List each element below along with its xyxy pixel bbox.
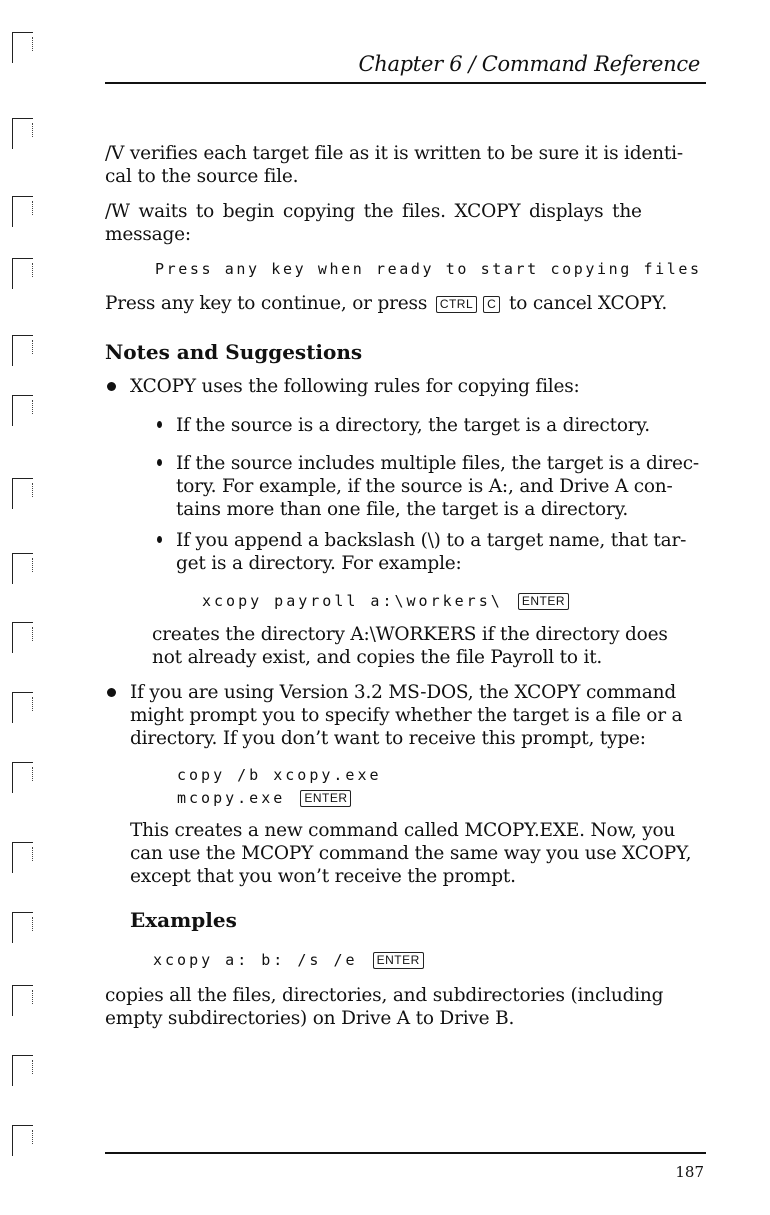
example-desc-line2: empty subdirectories) on Drive A to Drive B. <box>105 1008 515 1029</box>
footer-rule <box>105 1152 706 1154</box>
bullet <box>157 421 162 428</box>
rule-1: If the source is a directory, the target is a directory. <box>176 415 650 436</box>
binder-mark <box>12 842 33 873</box>
mcopy-desc-line1: This creates a new command called MCOPY.EXE. Now, you <box>130 820 676 841</box>
binder-mark <box>12 622 33 653</box>
rule-3-line2: get is a directory. For example: <box>176 553 462 574</box>
continue-text-after: to cancel XCOPY. <box>509 293 668 314</box>
command-text: mcopy.exe <box>177 789 286 807</box>
mcopy-desc-line3: except that you won’t receive the prompt. <box>130 866 516 887</box>
page-number: 187 <box>675 1163 704 1181</box>
binder-mark <box>12 118 33 149</box>
option-w-line2: message: <box>105 224 191 245</box>
command-text: xcopy payroll a:\workers\ <box>202 592 503 610</box>
example-command <box>153 951 427 969</box>
notes-bullet-2-line1: If you are using Version 3.2 MS-DOS, the XCOPY command <box>130 682 676 703</box>
notes-bullet-2-line3: directory. If you don’t want to receive this prompt, type: <box>130 728 646 749</box>
continue-line <box>105 292 667 315</box>
example-desc-line1: copies all the files, directories, and subdirectories (including <box>105 985 664 1006</box>
enter-key: ENTER <box>518 593 569 610</box>
binder-mark <box>12 692 33 723</box>
rule-3-after-line2: not already exist, and copies the file Payroll to it. <box>152 647 603 668</box>
examples-heading: Examples <box>130 908 237 932</box>
enter-key: ENTER <box>300 790 351 807</box>
binder-mark <box>12 912 33 943</box>
example-command-workers <box>202 592 572 610</box>
mcopy-desc-line2: can use the MCOPY command the same way you use XCOPY, <box>130 843 692 864</box>
rule-3-after-line1: creates the directory A:\WORKERS if the directory does <box>152 624 668 645</box>
rule-2-line1: If the source includes multiple files, the target is a direc- <box>176 453 699 474</box>
bullet <box>107 382 116 391</box>
binder-mark <box>12 478 33 509</box>
rule-2-line3: tains more than one file, the target is a directory. <box>176 499 629 520</box>
binder-mark <box>12 553 33 584</box>
binder-mark <box>12 32 33 63</box>
bullet <box>157 459 162 466</box>
wait-message: Press any key when ready to start copying files <box>155 260 702 278</box>
notes-bullet-1: XCOPY uses the following rules for copying files: <box>130 376 580 397</box>
binder-mark <box>12 1055 33 1086</box>
chapter-header: Chapter 6 / Command Reference <box>358 52 700 76</box>
copy-command: copy /b xcopy.exe <box>177 766 382 784</box>
notes-bullet-2-line2: might prompt you to specify whether the target is a file or a <box>130 705 683 726</box>
binder-mark <box>12 395 33 426</box>
mcopy-command <box>177 789 354 807</box>
notes-heading: Notes and Suggestions <box>105 340 363 364</box>
option-w-line1: /W waits to begin copying the files. XCOPY displays the <box>105 201 642 222</box>
bullet <box>157 536 162 543</box>
rule-3-line1: If you append a backslash (\) to a target name, that tar- <box>176 530 687 551</box>
rule-2-line2: tory. For example, if the source is A:, and Drive A con- <box>176 476 673 497</box>
header-rule <box>105 82 706 84</box>
binder-mark <box>12 196 33 227</box>
binder-mark <box>12 335 33 366</box>
c-key: C <box>483 296 500 313</box>
ctrl-key: CTRL <box>436 296 477 313</box>
continue-text: Press any key to continue, or press <box>105 293 428 314</box>
command-text: xcopy a: b: /s /e <box>153 951 358 969</box>
option-v-line1: /V verifies each target file as it is written to be sure it is identi- <box>105 143 683 164</box>
enter-key: ENTER <box>373 952 424 969</box>
binder-mark <box>12 985 33 1016</box>
binder-mark <box>12 762 33 793</box>
option-v-line2: cal to the source file. <box>105 166 299 187</box>
binder-mark <box>12 1125 33 1156</box>
binder-mark <box>12 258 33 289</box>
bullet <box>107 688 116 697</box>
